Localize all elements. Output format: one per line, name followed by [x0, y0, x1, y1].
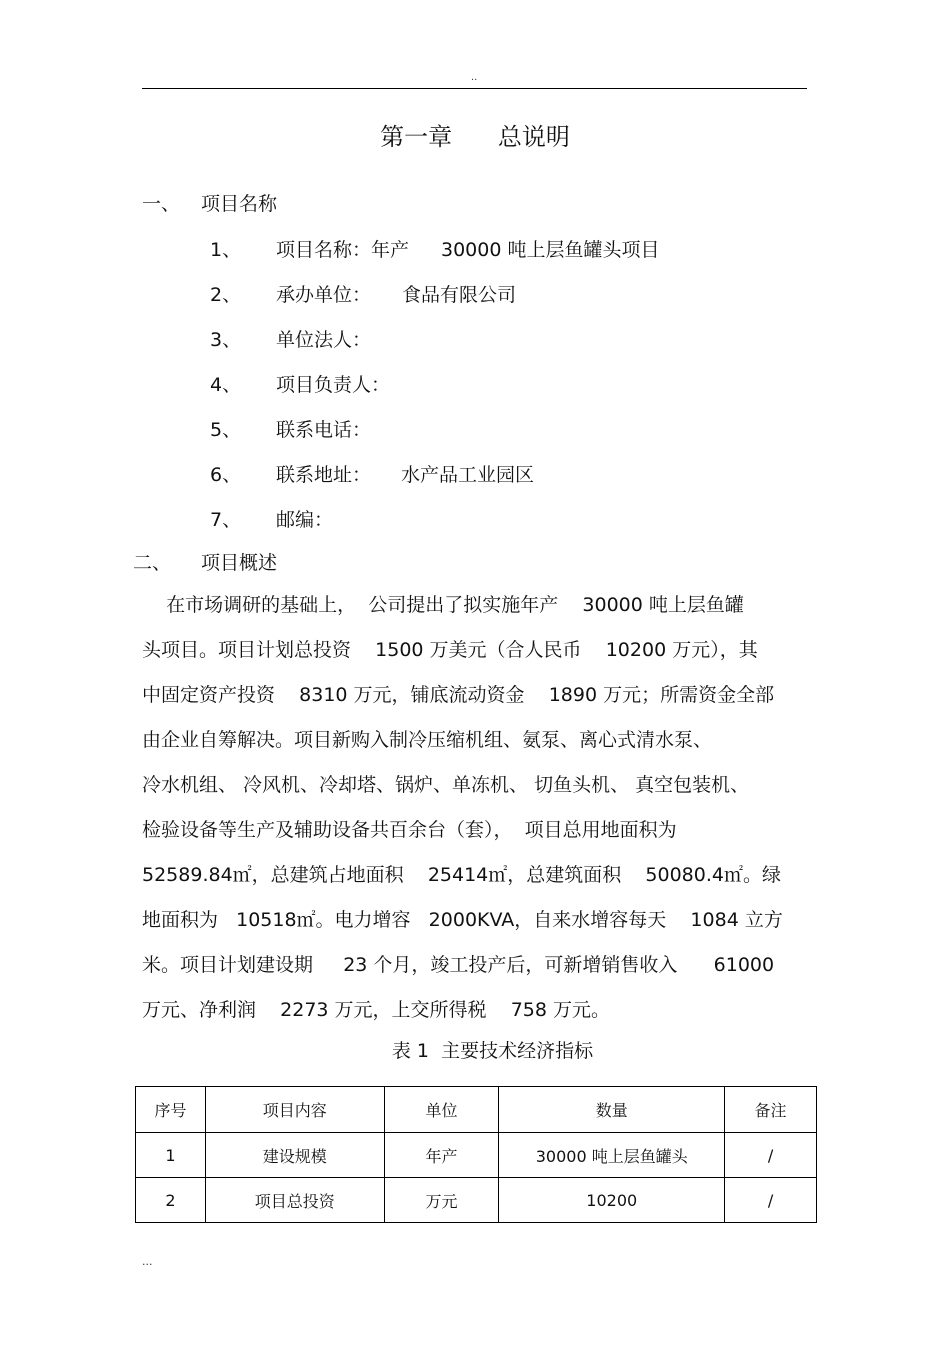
item-number: 1、	[210, 239, 242, 261]
item-label: 联系电话：	[276, 419, 372, 441]
list-item	[0, 370, 391, 398]
column-header: 备注	[725, 1087, 817, 1133]
footer-mark: ...	[142, 1255, 153, 1268]
chapter-title: 第一章 总说明	[380, 123, 570, 151]
item-number: 3、	[210, 329, 242, 351]
section-heading-1	[142, 189, 278, 277]
item-label: 项目负责人：	[276, 374, 391, 396]
list-item	[0, 460, 535, 488]
item-number: 2、	[210, 284, 242, 306]
paragraph-line: 由企业自筹解决。项目新购入制冷压缩机组、氨泵、离心式清水泵、	[142, 729, 713, 751]
item-number: 4、	[210, 374, 242, 396]
table-row	[136, 1178, 817, 1223]
table-cell: 万元	[384, 1178, 499, 1223]
paragraph-line: 米。项目计划建设期 23 个月，竣工投产后，可新增销售收入 61000	[142, 954, 775, 976]
list-item	[0, 235, 660, 263]
item-value: 30000 吨上层鱼罐头项目	[441, 239, 660, 261]
section-number: 二、	[133, 552, 172, 574]
item-label: 联系地址：	[276, 464, 372, 486]
paragraph-line: 检验设备等生产及辅助设备共百余台（套）， 项目总用地面积为	[142, 819, 677, 841]
paragraph-line: 在市场调研的基础上， 公司提出了拟实施年产 30000 吨上层鱼罐	[142, 594, 744, 616]
item-number: 5、	[210, 419, 242, 441]
table-caption: 表 1 主要技术经济指标	[391, 1040, 594, 1062]
table-cell: /	[725, 1133, 817, 1178]
table-cell: /	[725, 1178, 817, 1223]
item-label: 承办单位：	[276, 284, 372, 306]
item-label: 项目名称：年产	[276, 239, 410, 261]
header-mark: ..	[471, 72, 478, 83]
column-header: 项目内容	[205, 1087, 384, 1133]
metrics-table	[135, 1086, 817, 1223]
list-item	[0, 325, 372, 353]
header-rule	[142, 88, 807, 89]
item-label: 单位法人：	[276, 329, 372, 351]
table-row	[136, 1133, 817, 1178]
item-label: 邮编：	[276, 509, 334, 531]
section-title: 项目名称	[201, 193, 278, 215]
table-cell: 1	[136, 1133, 206, 1178]
paragraph-line: 中固定资产投资 8310 万元，铺底流动资金 1890 万元；所需资金全部	[142, 684, 775, 706]
paragraph-line: 头项目。项目计划总投资 1500 万美元（合人民币 10200 万元），其	[142, 639, 758, 661]
list-item	[0, 280, 517, 308]
paragraph-line: 冷水机组、 冷风机、冷却塔、锅炉、单冻机、 切鱼头机、 真空包装机、	[142, 774, 750, 796]
column-header: 序号	[136, 1087, 206, 1133]
table-header-row	[136, 1087, 817, 1133]
list-item	[0, 415, 372, 443]
table-cell: 建设规模	[205, 1133, 384, 1178]
list-item	[0, 505, 334, 533]
column-header: 单位	[384, 1087, 499, 1133]
table-cell: 2	[136, 1178, 206, 1223]
table-cell: 年产	[384, 1133, 499, 1178]
item-number: 6、	[210, 464, 242, 486]
paragraph-line: 万元、净利润 2273 万元，上交所得税 758 万元。	[142, 999, 611, 1021]
section-number: 一、	[142, 193, 181, 215]
item-value: 水产品工业园区	[401, 464, 535, 486]
paragraph-line: 52589.84㎡，总建筑占地面积 25414㎡，总建筑面积 50080.4㎡。绿	[142, 864, 781, 886]
table-cell: 项目总投资	[205, 1178, 384, 1223]
table-cell: 10200	[499, 1178, 725, 1223]
column-header: 数量	[499, 1087, 725, 1133]
paragraph-line: 地面积为 10518㎡。电力增容 2000KVA，自来水增容每天 1084 立方	[142, 909, 783, 931]
section-title: 项目概述	[201, 552, 278, 574]
item-number: 7、	[210, 509, 242, 531]
table-cell: 30000 吨上层鱼罐头	[499, 1133, 725, 1178]
item-value: 食品有限公司	[402, 284, 517, 306]
